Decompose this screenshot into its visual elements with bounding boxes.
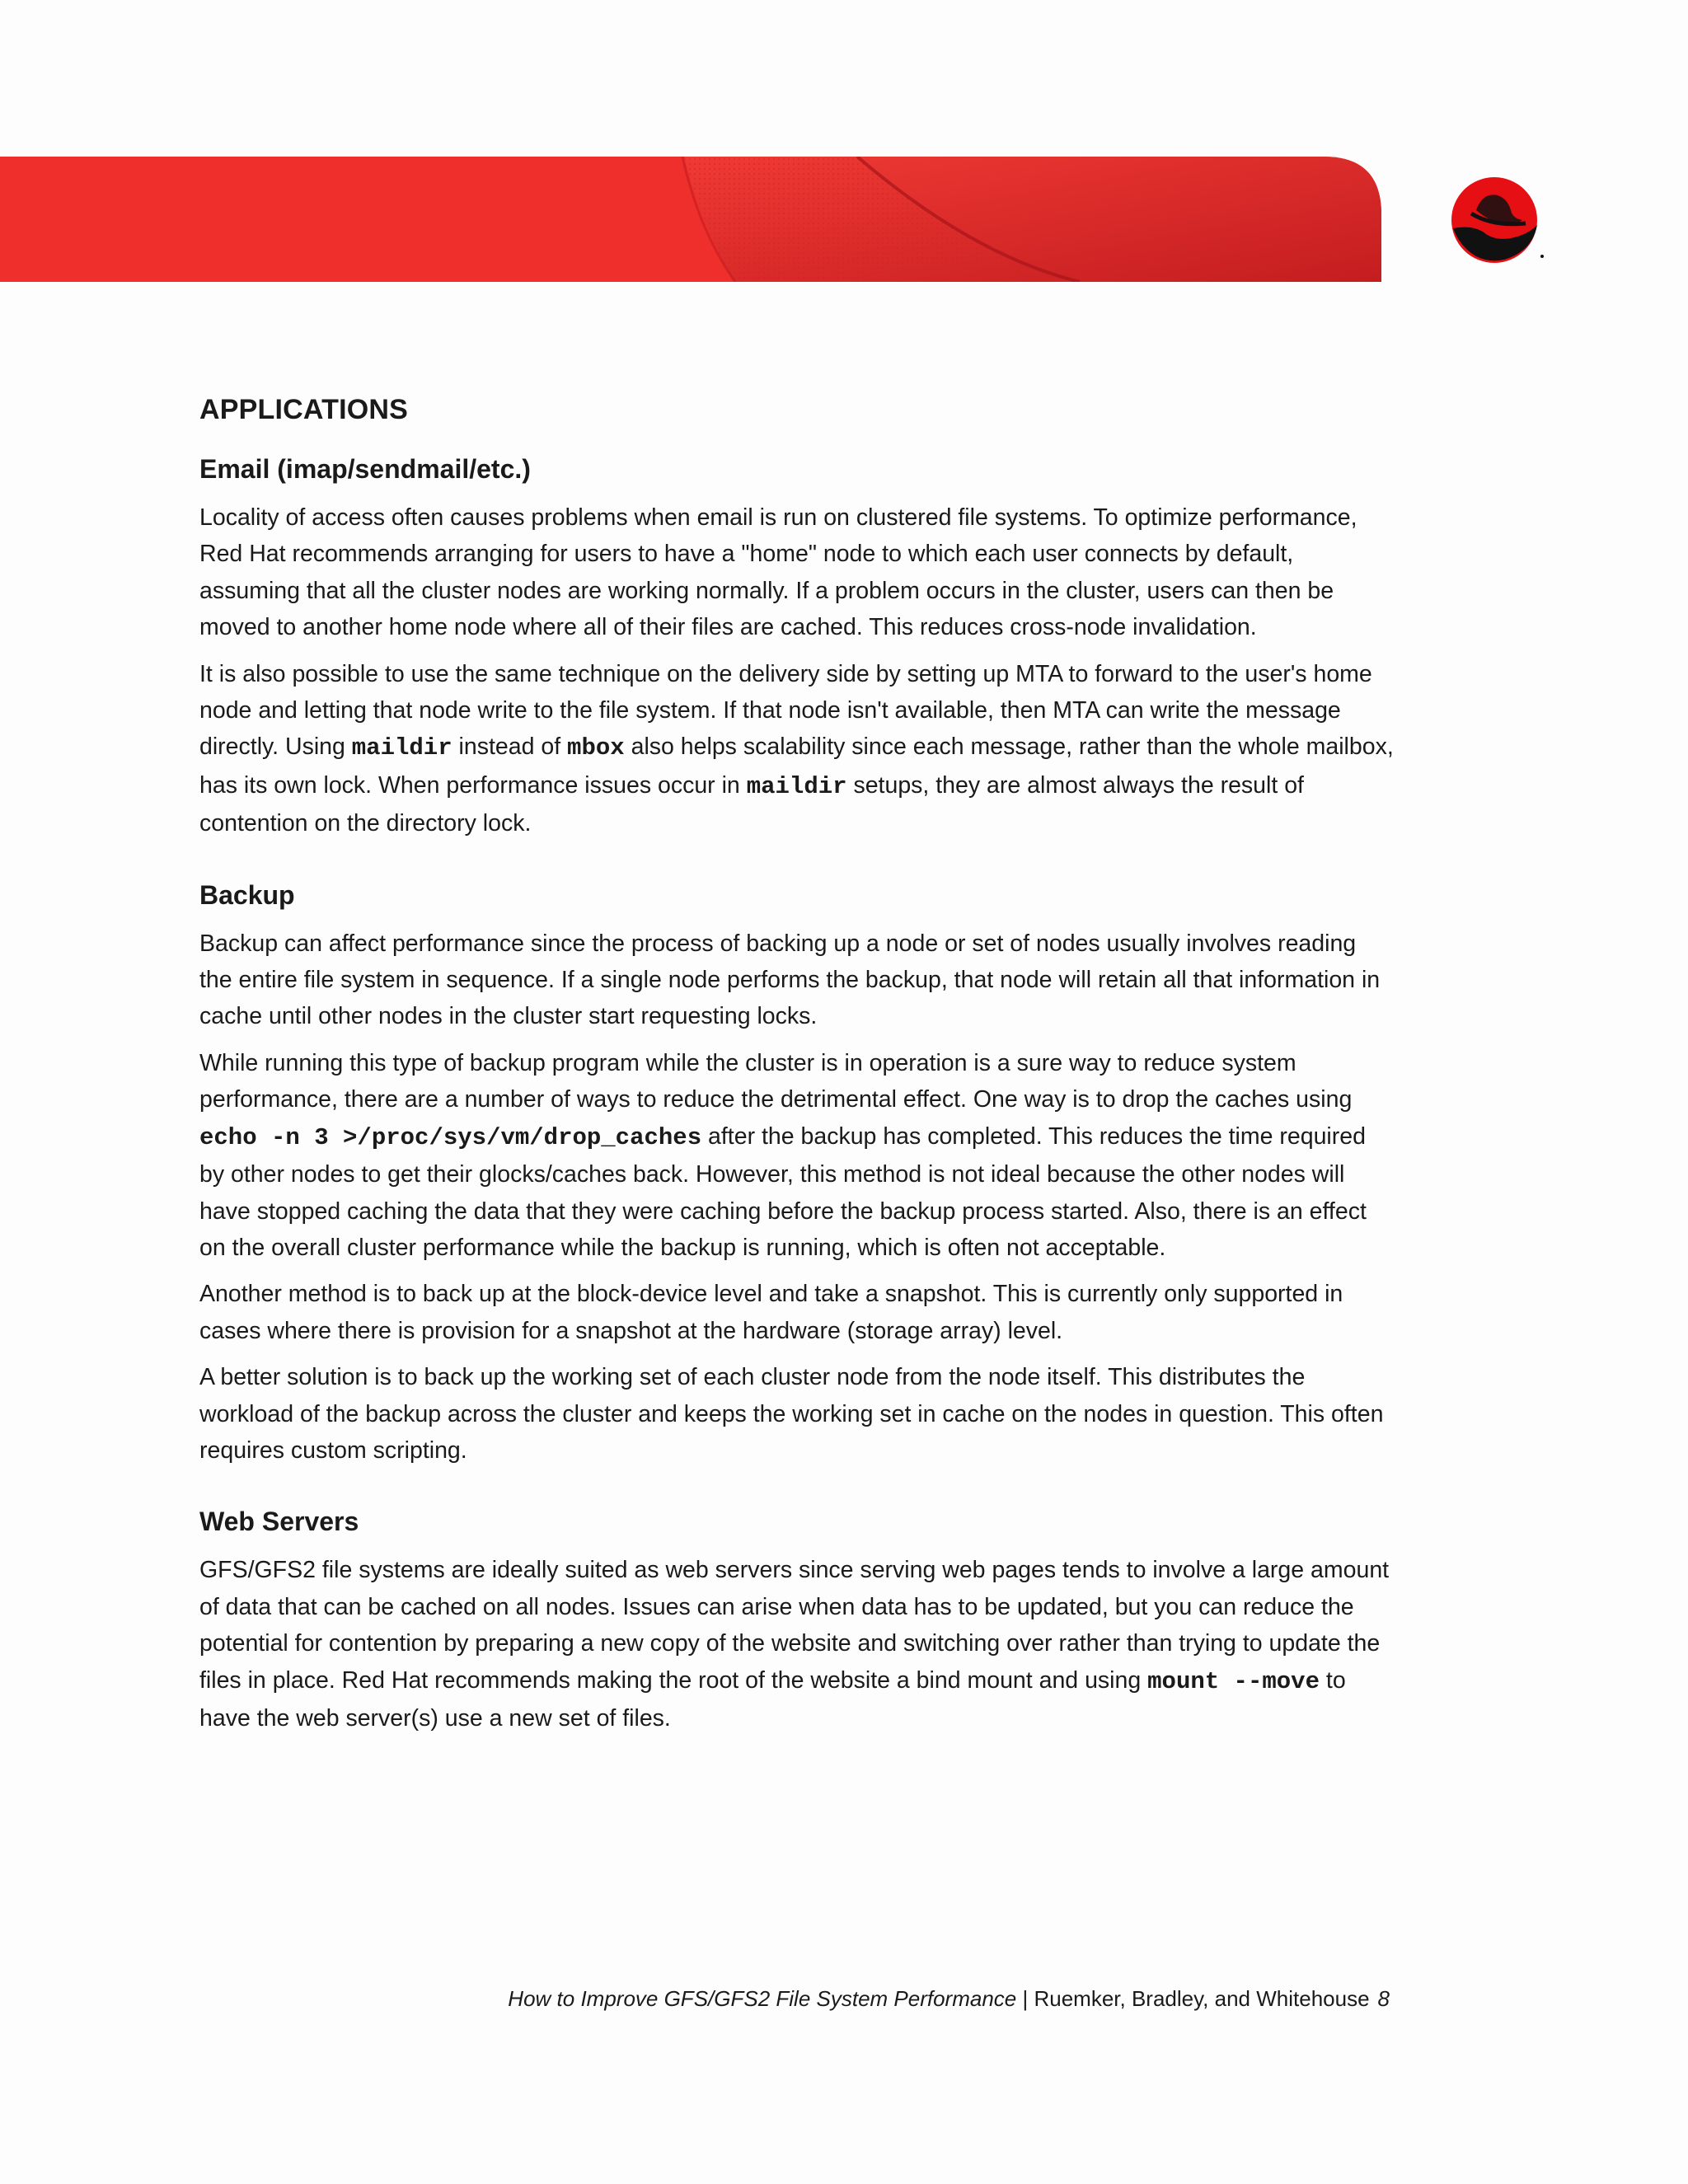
- header-banner: [0, 157, 1381, 282]
- code-maildir: maildir: [746, 772, 847, 800]
- footer-document-title: How to Improve GFS/GFS2 File System Performance: [508, 1986, 1017, 2011]
- email-paragraph-2: It is also possible to use the same technique on the delivery side by setting up MTA to forward to the user's home node and letting that node write to the file system. If that node isn't available, then MTA can write the message directly. Using maildir instead of mbox also helps scalability since each message, rather than the whole mailbox, has its own lock. When performance issues occur in maildir setups, they are almost always the result of contention on the directory lock.: [199, 660, 1394, 837]
- footer-separator: |: [1016, 1986, 1034, 2011]
- code-mbox: mbox: [567, 734, 625, 762]
- email-paragraph-1: Locality of access often causes problems when email is run on clustered file systems. To optimize performance, Red Hat recommends arranging for users to have a "home" node to which each user connects by default, assuming that all the cluster nodes are working normally. If a problem occurs in the cluster, users can then be moved to another home node where all of their files are cached. This reduces cross-node invalidation.: [199, 504, 1357, 641]
- code-maildir: maildir: [351, 734, 452, 762]
- page-number: 8: [1377, 1986, 1390, 2011]
- web-servers-heading: Web Servers: [199, 1507, 359, 1537]
- backup-paragraph-3: Another method is to back up at the block-device level and take a snapshot. This is currently only supported in cases where there is provision for a snapshot at the hardware (storage array) level.: [199, 1281, 1343, 1344]
- section-heading: APPLICATIONS: [199, 394, 409, 425]
- page-footer: [508, 1986, 1390, 2012]
- backup-paragraph-4: A better solution is to back up the working set of each cluster node from the node itself. This distributes the workload of the backup across the cluster and keeps the working set in cache on the nodes in question. This often requires custom scripting.: [199, 1364, 1384, 1464]
- email-heading: Email (imap/sendmail/etc.): [199, 454, 531, 484]
- code-drop-caches: echo -n 3 >/proc/sys/vm/drop_caches: [199, 1123, 702, 1151]
- red-hat-logo-icon: [1447, 177, 1545, 268]
- backup-paragraph-2: While running this type of backup program while the cluster is in operation is a sure way to reduce system performance, there are a number of ways to reduce the detrimental effect. One way is to drop the caches using echo -n 3 >/proc/sys/vm/drop_caches after the backup has completed. This reduces the time required by other nodes to get their glocks/caches back. However, this method is not ideal because the other nodes will have stopped caching the data that they were caching before the backup process started. Also, there is an effect on the overall cluster performance while the backup is running, which is often not acceptable.: [199, 1049, 1367, 1261]
- backup-heading: Backup: [199, 879, 295, 910]
- web-paragraph-1: GFS/GFS2 file systems are ideally suited as web servers since serving web pages tends to involve a large amount of data that can be cached on all nodes. Issues can arise when data has to be updated, but you can reduce the potential for contention by preparing a new copy of the website and switching over rather than trying to update the files in place. Red Hat recommends making the root of the website a bind mount and using mount --move to have the web server(s) use a new set of files.: [199, 1557, 1390, 1732]
- code-mount-move: mount --move: [1147, 1667, 1320, 1695]
- backup-paragraph-1: Backup can affect performance since the process of backing up a node or set of nodes usually involves reading the entire file system in sequence. If a single node performs the backup, that node will retain all that information in cache until other nodes in the cluster start requesting locks.: [199, 930, 1381, 1030]
- footer-authors: Ruemker, Bradley, and Whitehouse: [1034, 1986, 1370, 2011]
- main-content: [199, 394, 1395, 1746]
